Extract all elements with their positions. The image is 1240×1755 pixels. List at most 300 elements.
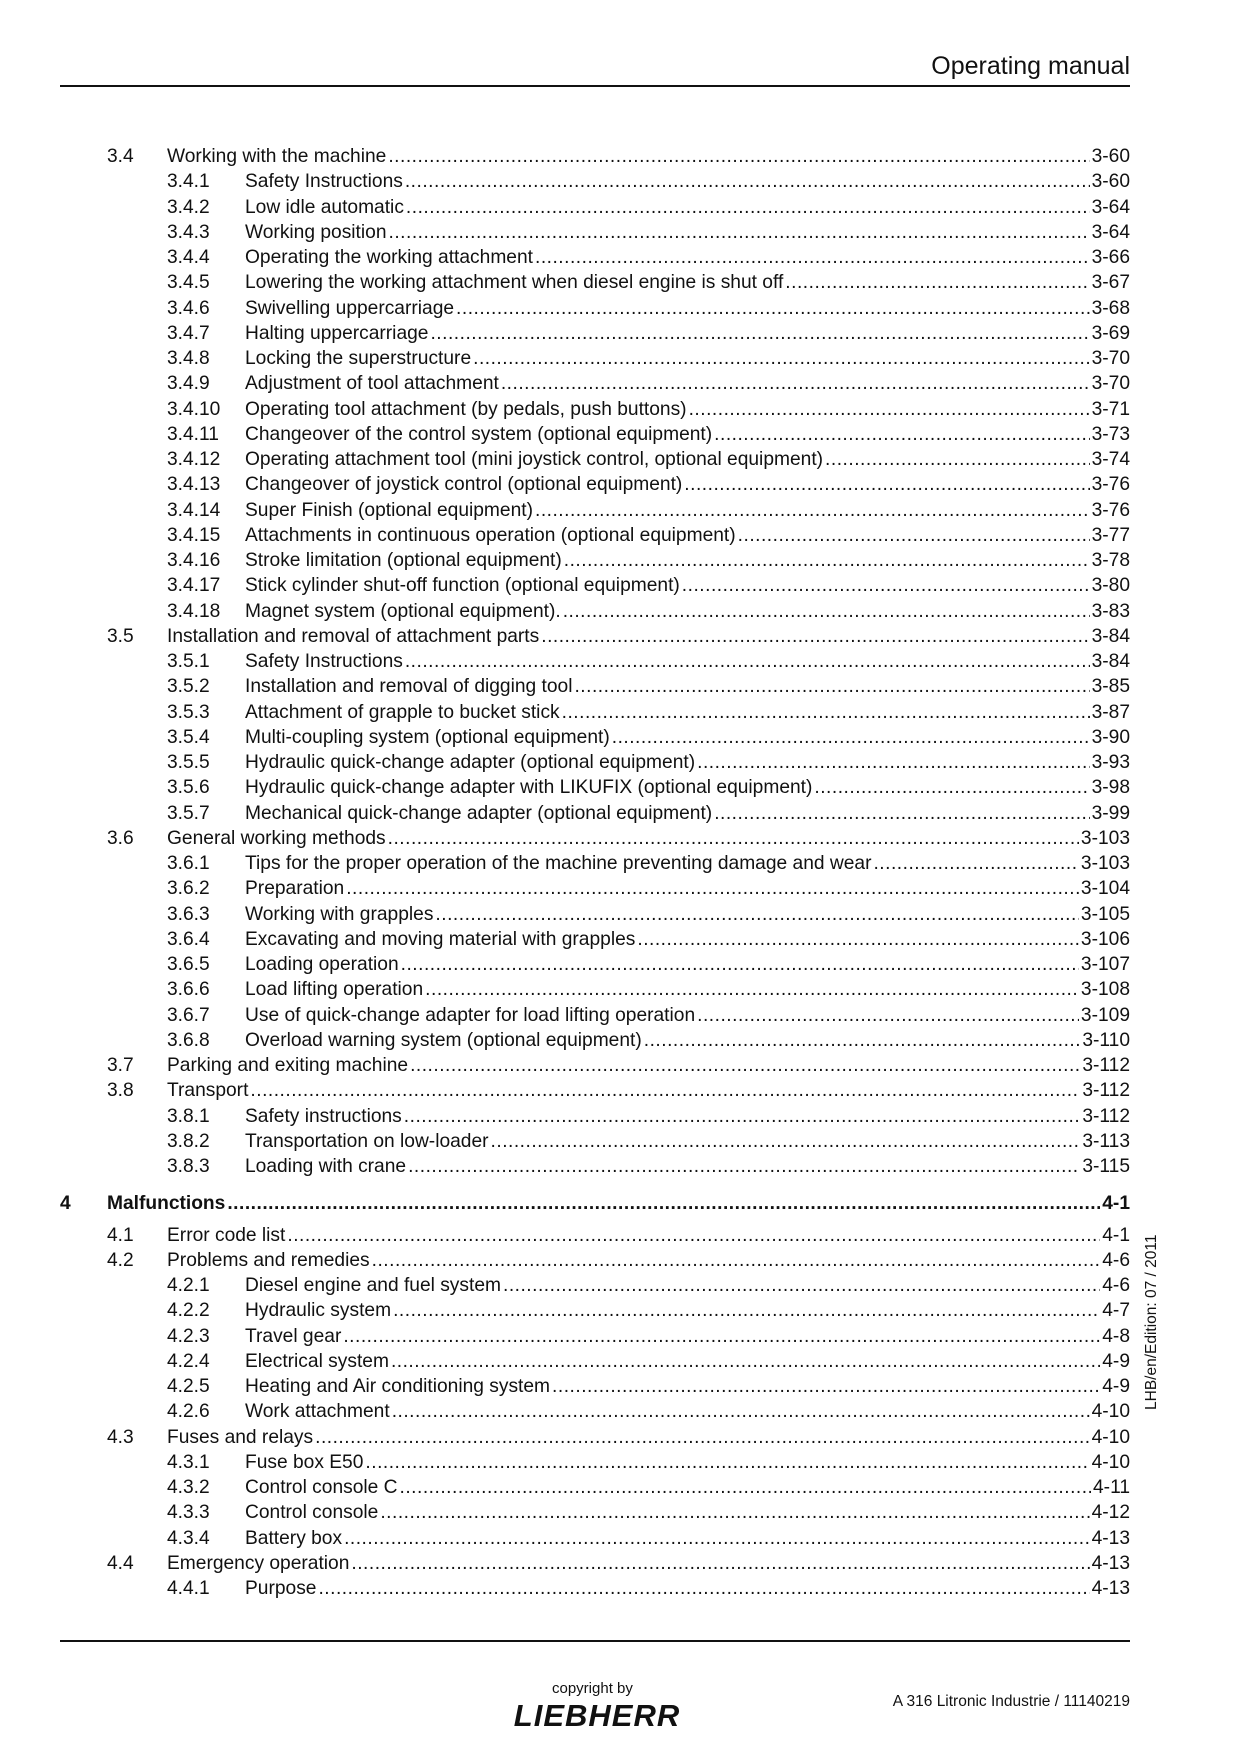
toc-entry-title: Super Finish (optional equipment) — [245, 499, 533, 521]
toc-entry-line — [245, 952, 1130, 977]
toc-section-number: 4.3.4 — [167, 1527, 210, 1549]
toc-dot-leader — [315, 1425, 1089, 1450]
toc-entry-title: Work attachment — [245, 1401, 390, 1423]
toc-dot-leader — [814, 775, 1089, 800]
header-divider — [60, 85, 1130, 87]
toc-row — [0, 245, 1240, 270]
toc-row — [0, 952, 1240, 977]
toc-page-number: 3-84 — [1091, 625, 1130, 647]
toc-section-number: 3.4.12 — [167, 449, 221, 470]
toc-entry-line — [245, 1324, 1130, 1349]
toc-dot-leader — [401, 952, 1079, 977]
page-header-title: Operating manual — [931, 52, 1130, 80]
toc-row — [0, 725, 1240, 750]
toc-row — [0, 270, 1240, 295]
toc-dot-leader — [351, 1551, 1089, 1576]
toc-dot-leader — [346, 876, 1079, 901]
toc-dot-leader — [389, 220, 1090, 245]
toc-section-number: 3.6.3 — [167, 903, 210, 925]
toc-dot-leader — [227, 1191, 1100, 1216]
toc-section-number: 3.5.3 — [167, 701, 210, 723]
toc-entry-title: Error code list — [167, 1224, 286, 1246]
toc-page-number: 3-74 — [1091, 449, 1130, 470]
toc-entry-title: Transportation on low-loader — [245, 1130, 489, 1152]
toc-dot-leader — [473, 346, 1089, 371]
toc-entry-title: Load lifting operation — [245, 979, 424, 1001]
toc-entry-line — [245, 270, 1130, 295]
toc-row — [0, 523, 1240, 548]
toc-entry-line — [107, 1191, 1130, 1216]
toc-entry-title: Control console C — [245, 1477, 398, 1498]
toc-entry-title: Adjustment of tool attachment — [245, 373, 499, 395]
toc-section-number: 3.4.5 — [167, 272, 210, 294]
toc-entry-line — [245, 750, 1130, 775]
toc-section-number: 4.2.4 — [167, 1350, 210, 1372]
toc-section-number: 4 — [60, 1193, 71, 1215]
toc-entry-title: Hydraulic quick-change adapter (optional equipment) — [245, 752, 696, 773]
toc-page-number: 3-98 — [1091, 777, 1130, 799]
toc-page-number: 3-105 — [1080, 903, 1130, 925]
toc-row — [0, 346, 1240, 371]
toc-row — [0, 321, 1240, 346]
toc-section-number: 4.1 — [107, 1224, 134, 1246]
toc-entry-title: Changeover of the control system (optional equipment) — [245, 423, 713, 445]
toc-section-number: 3.6.4 — [167, 928, 210, 950]
toc-dot-leader — [404, 1104, 1081, 1129]
toc-section-number: 3.4.1 — [167, 171, 210, 193]
toc-entry-title: Malfunctions — [107, 1193, 226, 1215]
toc-entry-line — [245, 801, 1130, 826]
toc-entry-line — [245, 599, 1130, 624]
toc-entry-title: Heating and Air conditioning system — [245, 1376, 551, 1397]
toc-entry-title: Attachment of grapple to bucket stick — [245, 701, 560, 723]
toc-row — [0, 220, 1240, 245]
toc-dot-leader — [410, 1053, 1080, 1078]
toc-section-number: 4.2.5 — [167, 1376, 210, 1397]
toc-entry-title: Operating the working attachment — [245, 247, 533, 268]
toc-row — [0, 397, 1240, 422]
toc-page-number: 3-76 — [1091, 474, 1130, 496]
toc-page-number: 3-68 — [1091, 297, 1130, 319]
toc-dot-leader — [425, 977, 1079, 1002]
toc-page-number: 4-13 — [1091, 1578, 1130, 1599]
toc-entry-line — [167, 1053, 1130, 1078]
toc-section-number: 3.8 — [107, 1080, 134, 1102]
toc-dot-leader — [393, 1298, 1100, 1323]
toc-row — [0, 1078, 1240, 1103]
toc-dot-leader — [406, 195, 1090, 220]
toc-entry-line — [245, 725, 1130, 750]
toc-row — [0, 700, 1240, 725]
toc-entry-title: Diesel engine and fuel system — [245, 1275, 501, 1296]
toc-page-number: 3-66 — [1091, 247, 1130, 268]
toc-dot-leader — [714, 801, 1089, 826]
toc-section-number: 3.7 — [107, 1055, 134, 1076]
toc-dot-leader — [644, 1028, 1081, 1053]
toc-entry-line — [167, 144, 1130, 169]
toc-page-number: 3-113 — [1082, 1130, 1130, 1152]
toc-entry-title: Operating tool attachment (by pedals, push buttons) — [245, 398, 687, 420]
toc-section-number: 3.4.10 — [167, 398, 221, 420]
toc-dot-leader — [738, 523, 1090, 548]
toc-entry-line — [245, 1576, 1130, 1601]
toc-page-number: 4-12 — [1091, 1502, 1130, 1524]
toc-row — [0, 195, 1240, 220]
toc-entry-line — [245, 296, 1130, 321]
toc-page-number: 4-1 — [1102, 1224, 1130, 1246]
toc-page-number: 3-60 — [1091, 146, 1130, 167]
toc-entry-line — [245, 548, 1130, 573]
toc-entry-line — [245, 902, 1130, 927]
toc-entry-title: Loading operation — [245, 954, 399, 975]
toc-entry-title: Emergency operation — [167, 1552, 350, 1574]
toc-row — [0, 750, 1240, 775]
toc-section-number: 3.4.15 — [167, 524, 221, 546]
toc-entry-line — [245, 1154, 1130, 1179]
table-of-contents — [0, 144, 1240, 1601]
toc-dot-leader — [689, 397, 1090, 422]
toc-row — [0, 1475, 1240, 1500]
toc-page-number: 3-115 — [1082, 1156, 1130, 1177]
toc-section-number: 3.5 — [107, 625, 134, 647]
toc-entry-line — [167, 826, 1130, 851]
toc-dot-leader — [405, 649, 1090, 674]
toc-row — [0, 1053, 1240, 1078]
toc-section-number: 4.3.1 — [167, 1451, 210, 1473]
toc-dot-leader — [318, 1576, 1089, 1601]
toc-row — [0, 498, 1240, 523]
toc-entry-title: Battery box — [245, 1527, 343, 1549]
toc-row — [0, 851, 1240, 876]
toc-entry-title: Multi-coupling system (optional equipment) — [245, 726, 610, 748]
toc-row — [0, 1003, 1240, 1028]
toc-section-number: 3.5.7 — [167, 802, 210, 824]
toc-row — [0, 1450, 1240, 1475]
toc-section-number: 3.4.14 — [167, 499, 221, 521]
toc-row — [0, 1248, 1240, 1273]
toc-row — [0, 422, 1240, 447]
footer-divider — [60, 1640, 1130, 1642]
toc-page-number: 3-67 — [1091, 272, 1130, 294]
toc-dot-leader — [344, 1526, 1090, 1551]
toc-page-number: 3-71 — [1091, 398, 1130, 420]
toc-row — [0, 977, 1240, 1002]
edition-side-text: LHB/en/Edition: 07 / 2011 — [1143, 1234, 1160, 1410]
toc-dot-leader — [503, 1273, 1100, 1298]
toc-section-number: 3.8.1 — [167, 1105, 210, 1127]
toc-section-number: 3.4.2 — [167, 196, 210, 218]
toc-entry-line — [167, 1248, 1130, 1273]
toc-page-number: 4-6 — [1102, 1275, 1130, 1296]
toc-dot-leader — [574, 674, 1089, 699]
toc-dot-leader — [541, 624, 1089, 649]
toc-page-number: 3-70 — [1091, 373, 1130, 395]
toc-entry-line — [245, 927, 1130, 952]
toc-entry-title: Working with grapples — [245, 903, 434, 925]
toc-entry-title: Problems and remedies — [167, 1249, 370, 1271]
toc-page-number: 4-9 — [1102, 1350, 1130, 1372]
toc-entry-title: Hydraulic system — [245, 1300, 392, 1322]
toc-dot-leader — [535, 245, 1090, 270]
toc-row — [0, 548, 1240, 573]
toc-page-number: 3-73 — [1091, 423, 1130, 445]
toc-dot-leader — [250, 1078, 1080, 1103]
toc-entry-line — [245, 220, 1130, 245]
toc-row — [0, 1374, 1240, 1399]
toc-entry-title: Hydraulic quick-change adapter with LIKUFIX (optional equipment) — [245, 777, 813, 799]
toc-entry-title: Installation and removal of attachment parts — [167, 625, 540, 647]
toc-section-number: 3.4.8 — [167, 348, 210, 369]
toc-dot-leader — [697, 1003, 1079, 1028]
toc-row — [0, 144, 1240, 169]
toc-section-number: 4.2.1 — [167, 1275, 210, 1296]
toc-entry-title: Lowering the working attachment when diesel engine is shut off — [245, 272, 784, 294]
toc-entry-title: Safety instructions — [245, 1105, 402, 1127]
toc-row — [0, 1576, 1240, 1601]
toc-dot-leader — [408, 1154, 1080, 1179]
toc-section-number: 4.3 — [107, 1426, 134, 1448]
toc-section-number: 3.4.3 — [167, 221, 210, 243]
toc-section-number: 3.4.16 — [167, 550, 221, 571]
toc-row — [0, 447, 1240, 472]
toc-page-number: 3-108 — [1080, 979, 1130, 1001]
toc-entry-title: Fuse box E50 — [245, 1451, 364, 1473]
toc-entry-title: Excavating and moving material with grapples — [245, 928, 636, 950]
toc-section-number: 3.4.7 — [167, 322, 210, 344]
toc-page-number: 3-64 — [1091, 221, 1130, 243]
toc-dot-leader — [501, 371, 1090, 396]
toc-page-number: 3-84 — [1091, 651, 1130, 672]
toc-dot-leader — [684, 472, 1089, 497]
toc-section-number: 4.3.3 — [167, 1502, 210, 1524]
toc-row — [0, 1191, 1240, 1216]
toc-dot-leader — [380, 1500, 1089, 1525]
toc-entry-line — [245, 1450, 1130, 1475]
toc-dot-leader — [405, 169, 1090, 194]
toc-entry-line — [245, 1129, 1130, 1154]
toc-entry-line — [245, 1475, 1130, 1500]
toc-entry-line — [245, 1500, 1130, 1525]
toc-entry-line — [167, 1425, 1130, 1450]
toc-dot-leader — [456, 296, 1090, 321]
toc-entry-line — [245, 397, 1130, 422]
toc-dot-leader — [391, 1349, 1100, 1374]
toc-page-number: 3-69 — [1091, 322, 1130, 344]
toc-page-number: 3-112 — [1082, 1080, 1130, 1102]
toc-dot-leader — [287, 1223, 1100, 1248]
toc-entry-title: General working methods — [167, 827, 386, 849]
toc-entry-line — [245, 195, 1130, 220]
toc-entry-line — [245, 573, 1130, 598]
toc-section-number: 3.5.2 — [167, 676, 210, 698]
toc-row — [0, 296, 1240, 321]
toc-entry-title: Working with the machine — [167, 146, 387, 167]
toc-entry-line — [245, 371, 1130, 396]
toc-section-number: 3.6.7 — [167, 1004, 210, 1026]
toc-entry-title: Changeover of joystick control (optional equipment) — [245, 474, 683, 496]
toc-page-number: 3-106 — [1080, 928, 1130, 950]
document-id: A 316 Litronic Industrie / 11140219 — [892, 1693, 1130, 1710]
toc-page-number: 4-10 — [1091, 1426, 1130, 1448]
toc-entry-line — [245, 498, 1130, 523]
toc-page-number: 4-6 — [1102, 1249, 1130, 1271]
toc-row — [0, 573, 1240, 598]
toc-entry-line — [245, 523, 1130, 548]
toc-entry-line — [245, 1399, 1130, 1424]
toc-entry-line — [245, 700, 1130, 725]
toc-entry-line — [245, 422, 1130, 447]
toc-page-number: 4-1 — [1102, 1193, 1130, 1215]
toc-dot-leader — [714, 422, 1089, 447]
toc-entry-title: Overload warning system (optional equipment) — [245, 1029, 642, 1051]
toc-section-number: 3.6.1 — [167, 853, 210, 874]
toc-row — [0, 1154, 1240, 1179]
toc-page-number: 3-78 — [1091, 550, 1130, 571]
toc-row — [0, 624, 1240, 649]
toc-dot-leader — [612, 725, 1090, 750]
toc-row — [0, 927, 1240, 952]
toc-page-number: 3-77 — [1091, 524, 1130, 546]
toc-entry-title: Parking and exiting machine — [167, 1055, 409, 1076]
toc-row — [0, 1104, 1240, 1129]
toc-entry-title: Stroke limitation (optional equipment) — [245, 550, 562, 571]
toc-entry-title: Halting uppercarriage — [245, 322, 429, 344]
toc-entry-title: Locking the superstructure — [245, 348, 472, 369]
toc-entry-title: Working position — [245, 221, 387, 243]
toc-section-number: 4.2.2 — [167, 1300, 210, 1322]
toc-dot-leader — [392, 1399, 1090, 1424]
toc-entry-line — [245, 876, 1130, 901]
toc-row — [0, 1273, 1240, 1298]
toc-entry-line — [167, 1223, 1130, 1248]
toc-row — [0, 902, 1240, 927]
toc-page-number: 3-64 — [1091, 196, 1130, 218]
toc-dot-leader — [697, 750, 1089, 775]
toc-entry-line — [167, 624, 1130, 649]
toc-dot-leader — [785, 270, 1089, 295]
toc-section-number: 3.6 — [107, 827, 134, 849]
toc-section-number: 3.4.11 — [167, 423, 219, 445]
copyright-label: copyright by — [552, 1680, 633, 1697]
toc-page-number: 3-90 — [1091, 726, 1130, 748]
toc-page-number: 3-87 — [1091, 701, 1130, 723]
toc-section-number: 3.6.2 — [167, 878, 210, 900]
toc-section-number: 3.6.6 — [167, 979, 210, 1001]
toc-dot-leader — [563, 599, 1090, 624]
toc-entry-title: Low idle automatic — [245, 196, 404, 218]
toc-entry-title: Purpose — [245, 1578, 317, 1599]
toc-row — [0, 1324, 1240, 1349]
toc-section-number: 3.4 — [107, 146, 134, 167]
toc-page-number: 3-104 — [1080, 878, 1130, 900]
toc-page-number: 3-83 — [1091, 600, 1130, 622]
toc-entry-line — [245, 1349, 1130, 1374]
toc-page-number: 4-9 — [1102, 1376, 1130, 1397]
toc-row — [0, 472, 1240, 497]
toc-dot-leader — [400, 1475, 1092, 1500]
toc-page-number: 4-13 — [1091, 1527, 1130, 1549]
toc-entry-title: Magnet system (optional equipment). — [245, 600, 561, 622]
toc-page-number: 3-93 — [1091, 752, 1130, 773]
toc-row — [0, 1425, 1240, 1450]
toc-page-number: 3-109 — [1080, 1004, 1130, 1026]
toc-dot-leader — [491, 1129, 1081, 1154]
toc-entry-line — [245, 321, 1130, 346]
toc-row — [0, 1551, 1240, 1576]
toc-page-number: 4-13 — [1091, 1552, 1130, 1574]
toc-dot-leader — [430, 321, 1089, 346]
toc-entry-title: Fuses and relays — [167, 1426, 314, 1448]
toc-dot-leader — [562, 700, 1090, 725]
toc-entry-title: Control console — [245, 1502, 379, 1524]
toc-section-number: 3.4.4 — [167, 247, 210, 268]
toc-entry-title: Attachments in continuous operation (optional equipment) — [245, 524, 736, 546]
toc-page-number: 3-103 — [1080, 827, 1130, 849]
toc-row — [0, 876, 1240, 901]
toc-entry-title: Safety Instructions — [245, 171, 403, 193]
toc-entry-title: Swivelling uppercarriage — [245, 297, 455, 319]
toc-entry-line — [245, 1526, 1130, 1551]
toc-page-number: 3-99 — [1091, 802, 1130, 824]
toc-section-number: 3.4.17 — [167, 575, 221, 597]
toc-page-number: 4-11 — [1093, 1477, 1130, 1498]
toc-row — [0, 826, 1240, 851]
toc-section-number: 4.2.6 — [167, 1401, 210, 1423]
toc-entry-title: Loading with crane — [245, 1156, 407, 1177]
toc-section-number: 3.4.18 — [167, 600, 221, 622]
toc-dot-leader — [552, 1374, 1100, 1399]
toc-dot-leader — [365, 1450, 1089, 1475]
toc-row — [0, 1526, 1240, 1551]
toc-entry-title: Use of quick-change adapter for load lifting operation — [245, 1004, 696, 1026]
toc-entry-line — [245, 169, 1130, 194]
toc-entry-line — [245, 1273, 1130, 1298]
toc-row — [0, 371, 1240, 396]
toc-section-number: 3.4.9 — [167, 373, 210, 395]
toc-dot-leader — [343, 1324, 1100, 1349]
toc-page-number: 3-85 — [1091, 676, 1130, 698]
toc-entry-line — [245, 1374, 1130, 1399]
toc-page-number: 3-110 — [1082, 1029, 1130, 1051]
toc-page-number: 3-76 — [1091, 499, 1130, 521]
toc-page-number: 3-80 — [1091, 575, 1130, 597]
toc-entry-line — [245, 245, 1130, 270]
toc-page-number: 3-107 — [1080, 954, 1130, 975]
toc-page-number: 4-7 — [1102, 1300, 1130, 1322]
toc-entry-title: Transport — [167, 1080, 249, 1102]
toc-entry-title: Tips for the proper operation of the machine preventing damage and wear — [245, 853, 872, 874]
toc-dot-leader — [825, 447, 1090, 472]
toc-row — [0, 1129, 1240, 1154]
toc-row — [0, 1223, 1240, 1248]
liebherr-logo — [497, 1700, 697, 1735]
toc-row — [0, 649, 1240, 674]
toc-page-number: 3-103 — [1080, 853, 1130, 874]
toc-entry-title: Mechanical quick-change adapter (optional equipment) — [245, 802, 713, 824]
toc-row — [0, 599, 1240, 624]
toc-entry-title: Travel gear — [245, 1325, 342, 1347]
toc-dot-leader — [873, 851, 1078, 876]
toc-dot-leader — [372, 1248, 1101, 1273]
toc-entry-line — [245, 1298, 1130, 1323]
toc-section-number: 4.4.1 — [167, 1578, 210, 1599]
toc-dot-leader — [435, 902, 1079, 927]
toc-entry-line — [245, 1028, 1130, 1053]
toc-row — [0, 1399, 1240, 1424]
toc-page-number: 3-70 — [1091, 348, 1130, 369]
toc-dot-leader — [637, 927, 1079, 952]
toc-row — [0, 1500, 1240, 1525]
